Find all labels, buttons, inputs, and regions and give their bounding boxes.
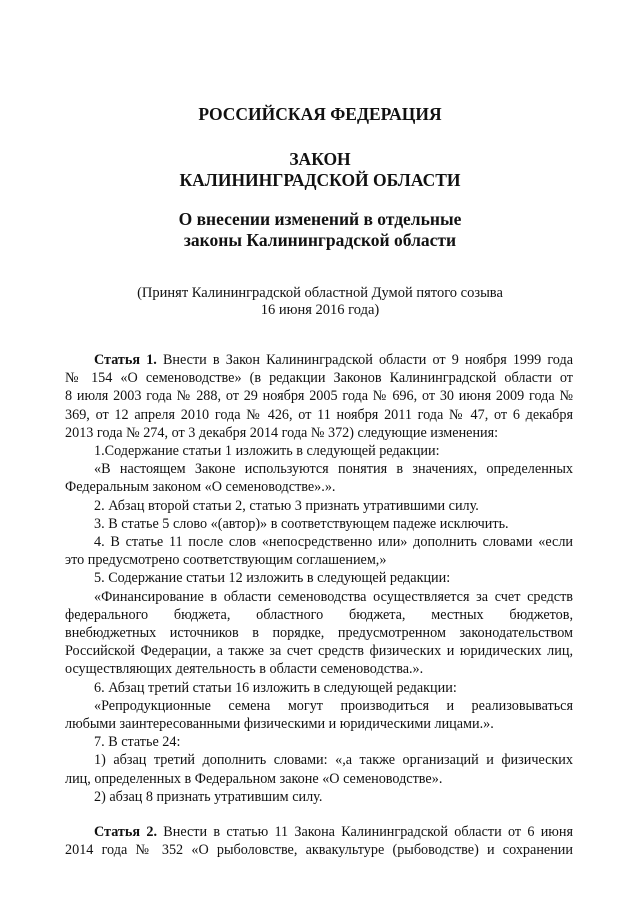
article-1-item: внебюджетных источников в порядке, предусмотренном законодательством <box>65 625 573 642</box>
article-1-line: Статья 1. Внести в Закон Калининградской области от 9 ноября 1999 года <box>94 352 574 368</box>
article-1-heading: Статья 1. <box>94 352 157 368</box>
article-2-line: Статья 2. Внести в статью 11 Закона Калининградской области от 6 июня <box>94 824 573 841</box>
article-1-item: 6. Абзац третий статьи 16 изложить в следующей редакции: <box>94 679 457 696</box>
article-1-line: 369, от 12 апреля 2010 года № 426, от 11 ноября 2011 года № 47, от 6 декабря <box>65 406 573 423</box>
article-1-item: Российской Федерации, а также за счет средств физических и юридических лиц, <box>65 643 573 660</box>
article-1-item: 5. Содержание статьи 12 изложить в следующей редакции: <box>94 570 451 587</box>
doc-type-heading: ЗАКОН <box>289 149 351 169</box>
article-1-item: лиц, определенных в Федеральном законе «О семеноводстве». <box>65 770 443 787</box>
article-1-item: любыми заинтересованными физическими и юридическими лицами.». <box>65 716 494 733</box>
country-heading: РОССИЙСКАЯ ФЕДЕРАЦИЯ <box>198 104 442 124</box>
acceptance-note-line-1: (Принят Калининградской областной Думой пятого созыва <box>137 285 503 301</box>
article-1-item: осуществляющих деятельность в области семеноводства.». <box>65 661 424 678</box>
region-heading: КАЛИНИНГРАДСКОЙ ОБЛАСТИ <box>179 170 461 190</box>
law-title-line-1: О внесении изменений в отдельные <box>178 209 462 229</box>
article-1-item: федерального бюджета, областного бюджета, местных бюджетов, <box>65 606 573 623</box>
article-1-line: 8 июля 2003 года № 288, от 29 ноября 2005 года № 696, от 30 июня 2009 года № <box>65 388 573 405</box>
article-1-item: 1.Содержание статьи 1 изложить в следующей редакции: <box>94 443 440 460</box>
acceptance-note-line-2: 16 июня 2016 года) <box>260 302 380 318</box>
article-1-item: «Финансирование в области семеноводства осуществляется за счет средств <box>94 588 573 605</box>
article-1-item: 3. В статье 5 слово «(автор)» в соответствующем падеже исключить. <box>94 515 509 532</box>
article-1-item: «В настоящем Законе используются понятия в значениях, определенных <box>94 461 573 478</box>
law-body <box>65 351 573 859</box>
article-1-item: 1) абзац третий дополнить словами: «,а также организаций и физических <box>94 752 573 769</box>
article-2-heading: Статья 2. <box>94 824 157 841</box>
article-1-line: 2013 года № 274, от 3 декабря 2014 года № 372) следующие изменения: <box>65 424 499 441</box>
article-1-item: «Репродукционные семена могут производиться и реализовываться <box>94 697 573 714</box>
article-1-item: 7. В статье 24: <box>94 734 181 751</box>
article-1-item: Федеральным законом «О семеноводстве».». <box>65 479 336 496</box>
article-1-item: 2) абзац 8 признать утратившим силу. <box>94 788 323 805</box>
article-1-item: 2. Абзац второй статьи 2, статью 3 признать утратившими силу. <box>94 497 479 514</box>
article-1-line: № 154 «О семеноводстве» (в редакции Законов Калининградской области от <box>65 370 573 387</box>
article-1-item: это предусмотрено соответствующим соглашением,» <box>65 552 387 569</box>
article-2-line: 2014 года № 352 «О рыболовстве, аквакультуре (рыбоводстве) и сохранении <box>65 842 573 859</box>
law-title-line-2: законы Калининградской области <box>183 230 457 250</box>
article-1-item: 4. В статье 11 после слов «непосредственно или» дополнить словами «если <box>94 534 573 551</box>
